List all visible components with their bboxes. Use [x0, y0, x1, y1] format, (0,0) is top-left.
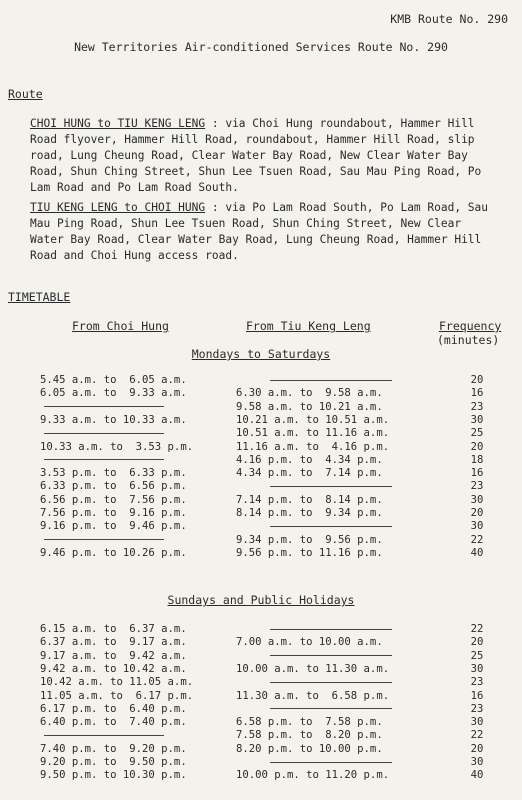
- no-service-dash: [270, 526, 392, 527]
- weekday-label-text: Mondays to Saturdays: [191, 347, 331, 361]
- frequency-cell: 40: [470, 769, 484, 782]
- from-choi-hung-cell: [40, 427, 164, 440]
- no-service-dash: [270, 486, 392, 487]
- no-service-dash: [44, 459, 164, 460]
- frequency-cell: 20: [470, 374, 484, 386]
- table-row: [0, 467, 522, 480]
- from-tiu-keng-leng-cell: 10.00 a.m. to 11.30 a.m.: [236, 662, 390, 675]
- from-choi-hung-cell: 11.05 a.m. to 6.17 p.m.: [40, 689, 194, 702]
- holiday-label: [0, 593, 522, 607]
- no-service-dash: [270, 708, 392, 709]
- from-choi-hung-cell: 9.46 p.m. to 10.26 p.m.: [40, 546, 187, 559]
- table-row: [0, 520, 522, 533]
- table-row: [0, 414, 522, 427]
- column-header-from-choi-hung: From Choi Hung: [72, 319, 169, 333]
- no-service-dash: [270, 629, 392, 630]
- from-tiu-keng-leng-cell: 7.14 p.m. to 8.14 p.m.: [236, 493, 383, 506]
- from-tiu-keng-leng-cell: [236, 374, 392, 387]
- table-row: [0, 480, 522, 493]
- frequency-cell: 20: [470, 636, 484, 649]
- from-choi-hung-cell: 6.15 a.m. to 6.37 a.m.: [40, 623, 187, 635]
- frequency-cell: 16: [470, 387, 484, 400]
- table-row: [0, 756, 522, 769]
- table-row: [0, 729, 522, 742]
- no-service-dash: [270, 682, 392, 683]
- table-row: [0, 374, 522, 387]
- table-row: [0, 534, 522, 547]
- from-tiu-keng-leng-cell: 10.00 p.m. to 11.20 p.m.: [236, 769, 390, 782]
- frequency-cell: 40: [470, 546, 484, 559]
- from-choi-hung-cell: 9.33 a.m. to 10.33 a.m.: [40, 413, 187, 426]
- holiday-label-text: Sundays and Public Holidays: [167, 593, 355, 607]
- route-outbound-paragraph: [30, 116, 500, 196]
- from-tiu-keng-leng-cell: 10.51 a.m. to 11.16 a.m.: [236, 427, 390, 440]
- no-service-dash: [44, 539, 164, 540]
- from-choi-hung-cell: 6.56 p.m. to 7.56 p.m.: [40, 493, 187, 506]
- table-row: [0, 387, 522, 400]
- frequency-cell: 25: [470, 649, 484, 662]
- from-tiu-keng-leng-cell: 9.34 p.m. to 9.56 p.m.: [236, 533, 383, 546]
- from-choi-hung-cell: 5.45 a.m. to 6.05 a.m.: [40, 374, 187, 386]
- frequency-cell: 23: [470, 400, 484, 413]
- table-row: [0, 716, 522, 729]
- from-choi-hung-cell: 9.17 a.m. to 9.42 a.m.: [40, 649, 187, 662]
- from-tiu-keng-leng-cell: 9.56 p.m. to 11.16 p.m.: [236, 546, 383, 559]
- from-tiu-keng-leng-cell: [236, 623, 392, 636]
- from-choi-hung-cell: 6.17 p.m. to 6.40 p.m.: [40, 702, 187, 715]
- frequency-cell: 23: [470, 480, 484, 493]
- from-tiu-keng-leng-cell: [236, 650, 392, 663]
- from-choi-hung-cell: [40, 401, 164, 414]
- frequency-cell: 30: [470, 716, 484, 729]
- frequency-cell: 22: [470, 729, 484, 742]
- from-choi-hung-cell: [40, 454, 164, 467]
- frequency-cell: 20: [470, 440, 484, 453]
- frequency-cell: 23: [470, 702, 484, 715]
- table-row: [0, 743, 522, 756]
- from-tiu-keng-leng-cell: 4.16 p.m. to 4.34 p.m.: [236, 453, 383, 466]
- from-choi-hung-cell: 6.40 p.m. to 7.40 p.m.: [40, 716, 187, 729]
- table-row: [0, 676, 522, 689]
- no-service-dash: [44, 735, 164, 736]
- table-row: [0, 623, 522, 636]
- from-tiu-keng-leng-cell: [236, 520, 392, 533]
- from-tiu-keng-leng-cell: [236, 703, 392, 716]
- frequency-cell: 30: [470, 493, 484, 506]
- table-row: [0, 690, 522, 703]
- from-choi-hung-cell: 9.20 p.m. to 9.50 p.m.: [40, 756, 187, 768]
- frequency-cell: 20: [470, 507, 484, 519]
- from-choi-hung-cell: [40, 534, 164, 547]
- frequency-cell: 18: [470, 453, 484, 466]
- frequency-cell: 30: [470, 520, 484, 533]
- page-title: New Territories Air-conditioned Services Route No. 290: [74, 40, 448, 54]
- route-outbound-lead: CHOI HUNG to TIU KENG LENG: [30, 117, 206, 130]
- from-tiu-keng-leng-cell: [236, 480, 392, 493]
- from-choi-hung-cell: 7.56 p.m. to 9.16 p.m.: [40, 507, 187, 519]
- frequency-cell: 20: [470, 742, 484, 755]
- table-row: [0, 427, 522, 440]
- from-choi-hung-cell: 9.16 p.m. to 9.46 p.m.: [40, 520, 187, 533]
- route-outbound-text: : via Choi Hung roundabout, Hammer Hill Road flyover, Hammer Hill Road, roundabout, Hammer Hill Road, slip road, Lung Cheung Road, Clear Water Bay Road, New Clear Water Bay Road, Shun Ching Street, Shun Lee Tsuen Road, Sau Mau Ping Road, Po Lam Road and Po Lam Road South.: [30, 117, 482, 194]
- no-service-dash: [44, 433, 164, 434]
- from-tiu-keng-leng-cell: 10.21 a.m. to 10.51 a.m.: [236, 413, 390, 426]
- table-row: [0, 454, 522, 467]
- from-choi-hung-cell: 6.37 a.m. to 9.17 a.m.: [40, 636, 187, 649]
- from-choi-hung-cell: 9.50 p.m. to 10.30 p.m.: [40, 769, 187, 782]
- column-header-frequency-unit: (minutes): [437, 333, 500, 347]
- route-inbound-paragraph: [30, 200, 500, 264]
- from-tiu-keng-leng-cell: 11.16 a.m. to 4.16 p.m.: [236, 440, 390, 453]
- frequency-cell: 22: [470, 623, 484, 635]
- from-tiu-keng-leng-cell: [236, 756, 392, 769]
- from-tiu-keng-leng-cell: [236, 676, 392, 689]
- table-row: [0, 663, 522, 676]
- frequency-cell: 16: [470, 467, 484, 480]
- from-tiu-keng-leng-cell: 8.14 p.m. to 9.34 p.m.: [236, 507, 383, 519]
- route-inbound-text: : via Po Lam Road South, Po Lam Road, Sau Mau Ping Road, Shun Lee Tsuen Road, Shun Ching Street, New Clear Water Bay Road, Clear Water Bay Road, Lung Cheung Road, Hammer Hill Road and Choi Hung access road.: [30, 201, 489, 262]
- from-choi-hung-cell: 7.40 p.m. to 9.20 p.m.: [40, 742, 187, 755]
- table-row: [0, 441, 522, 454]
- from-tiu-keng-leng-cell: 4.34 p.m. to 7.14 p.m.: [236, 467, 383, 480]
- table-row: [0, 636, 522, 649]
- route-inbound-lead: TIU KENG LENG to CHOI HUNG: [30, 201, 206, 214]
- frequency-cell: 30: [470, 662, 484, 675]
- from-tiu-keng-leng-cell: 6.58 p.m. to 7.58 p.m.: [236, 716, 383, 729]
- table-row: [0, 494, 522, 507]
- weekday-label: [0, 347, 522, 361]
- from-choi-hung-cell: [40, 729, 164, 742]
- timetable-heading: TIMETABLE: [8, 290, 71, 304]
- table-row: [0, 703, 522, 716]
- from-tiu-keng-leng-cell: 9.58 a.m. to 10.21 a.m.: [236, 400, 383, 413]
- from-tiu-keng-leng-cell: 8.20 p.m. to 10.00 p.m.: [236, 742, 383, 755]
- no-service-dash: [44, 406, 164, 407]
- from-tiu-keng-leng-cell: 11.30 a.m. to 6.58 p.m.: [236, 689, 390, 702]
- column-header-frequency: Frequency: [439, 319, 502, 333]
- no-service-dash: [270, 380, 392, 381]
- from-choi-hung-cell: 3.53 p.m. to 6.33 p.m.: [40, 467, 187, 480]
- from-choi-hung-cell: 10.33 a.m. to 3.53 p.m.: [40, 440, 194, 453]
- from-tiu-keng-leng-cell: 7.00 a.m. to 10.00 a.m.: [236, 636, 383, 649]
- table-row: [0, 547, 522, 560]
- frequency-cell: 16: [470, 689, 484, 702]
- route-heading: Route: [8, 87, 43, 101]
- frequency-cell: 23: [470, 676, 484, 689]
- from-choi-hung-cell: 6.33 p.m. to 6.56 p.m.: [40, 480, 187, 493]
- frequency-cell: 30: [470, 756, 484, 768]
- table-row: [0, 650, 522, 663]
- from-tiu-keng-leng-cell: 6.30 a.m. to 9.58 a.m.: [236, 387, 383, 400]
- frequency-cell: 22: [470, 533, 484, 546]
- frequency-cell: 30: [470, 413, 484, 426]
- from-tiu-keng-leng-cell: 7.58 p.m. to 8.20 p.m.: [236, 729, 383, 742]
- from-choi-hung-cell: 6.05 a.m. to 9.33 a.m.: [40, 387, 187, 400]
- from-choi-hung-cell: 10.42 a.m. to 11.05 a.m.: [40, 676, 194, 689]
- no-service-dash: [270, 762, 392, 763]
- table-row: [0, 507, 522, 520]
- table-row: [0, 401, 522, 414]
- no-service-dash: [270, 655, 392, 656]
- column-header-from-tiu-keng-leng: From Tiu Keng Leng: [246, 319, 371, 333]
- table-row: [0, 769, 522, 782]
- frequency-cell: 25: [470, 427, 484, 440]
- route-reference: KMB Route No. 290: [390, 12, 508, 26]
- from-choi-hung-cell: 9.42 a.m. to 10.42 a.m.: [40, 662, 187, 675]
